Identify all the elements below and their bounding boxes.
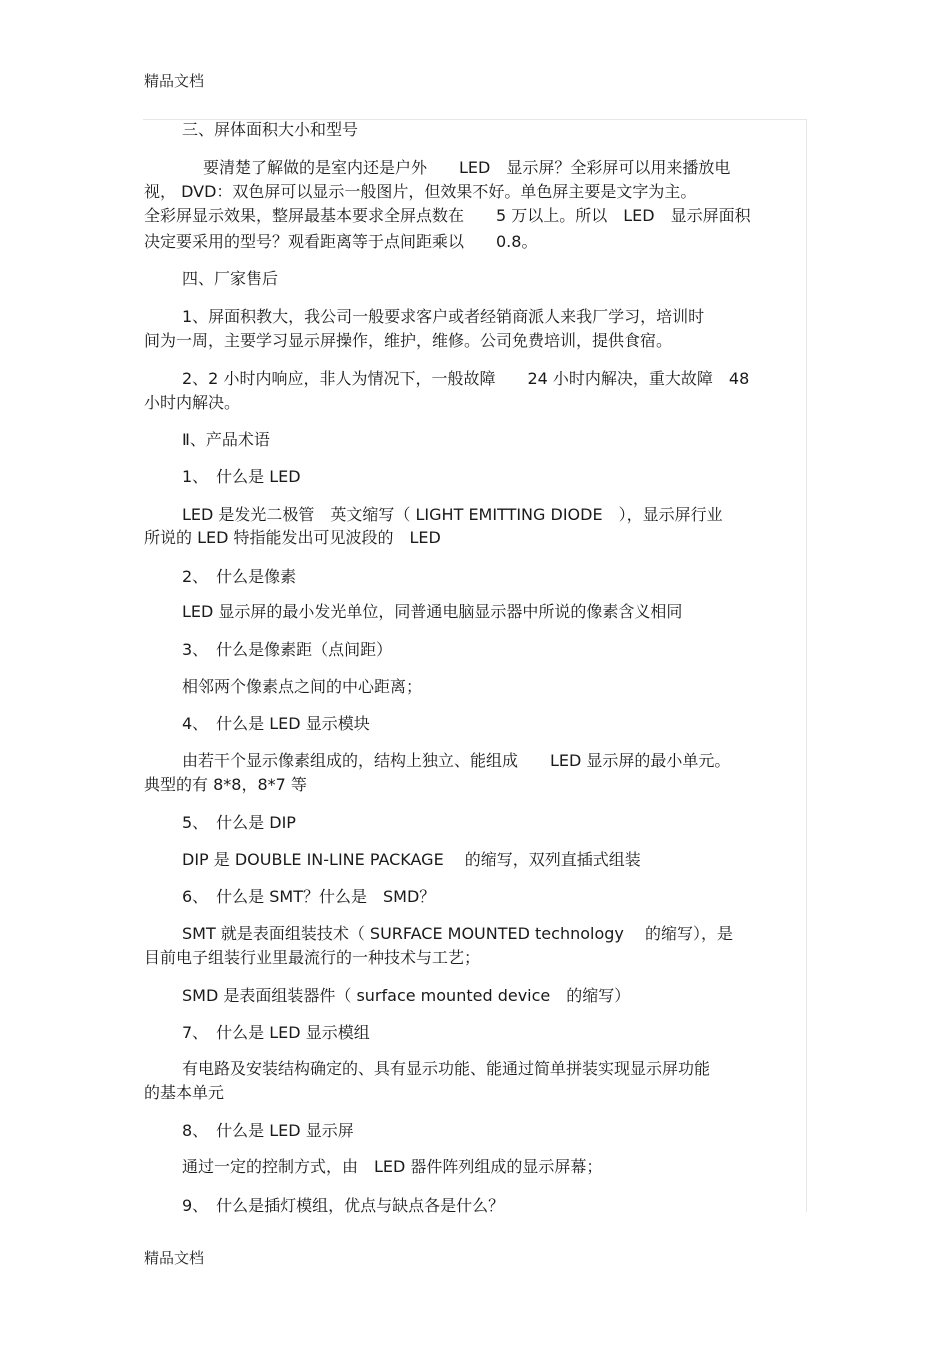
paragraph-line: 要清楚了解做的是室内还是户外 LED 显示屏？全彩屏可以用来播放电 — [203, 158, 731, 177]
paragraph-line: 的基本单元 — [144, 1083, 225, 1102]
paragraph-line: SMD 是表面组装器件（ surface mounted device 的缩写） — [182, 986, 631, 1005]
paragraph-line: 所说的 LED 特指能发出可见波段的 LED — [144, 528, 441, 547]
paragraph-line: 决定要采用的型号？观看距离等于点间距乘以 0.8。 — [144, 232, 538, 251]
term-heading: 3、 什么是像素距（点间距） — [182, 640, 393, 659]
paragraph-line: 视， DVD：双色屏可以显示一般图片，但效果不好。单色屏主要是文字为主。 — [144, 182, 697, 201]
paragraph-line: LED 是发光二极管 英文缩写（ LIGHT EMITTING DIODE ），显示屏行业 — [182, 505, 723, 524]
page-header: 精品文档 — [144, 72, 205, 90]
paragraph-line: DIP 是 DOUBLE IN-LINE PACKAGE 的缩写，双列直插式组装 — [182, 850, 641, 869]
paragraph-line: 间为一周，主要学习显示屏操作，维护，维修。公司免费培训，提供食宿。 — [144, 331, 673, 350]
term-heading: 4、 什么是 LED 显示模块 — [182, 714, 370, 733]
paragraph-line: 全彩屏显示效果，整屏最基本要求全屏点数在 5 万以上。所以 LED 显示屏面积 — [144, 206, 751, 225]
paragraph-line: 1、屏面积教大，我公司一般要求客户或者经销商派人来我厂学习，培训时 — [182, 307, 705, 326]
paragraph-line: 目前电子组装行业里最流行的一种技术与工艺； — [144, 948, 481, 967]
paragraph-line: 2、2 小时内响应，非人为情况下，一般故障 24 小时内解决，重大故障 48 — [182, 369, 750, 388]
term-heading: 7、 什么是 LED 显示模组 — [182, 1023, 370, 1042]
term-heading: 1、 什么是 LED — [182, 467, 301, 486]
term-heading: 8、 什么是 LED 显示屏 — [182, 1121, 354, 1140]
paragraph-line: 相邻两个像素点之间的中心距离； — [182, 677, 423, 696]
paragraph-line: 通过一定的控制方式，由 LED 器件阵列组成的显示屏幕； — [182, 1157, 603, 1176]
section-heading-size: 三、屏体面积大小和型号 — [182, 120, 359, 139]
paragraph-line: 小时内解决。 — [144, 393, 241, 412]
section-heading-service: 四、厂家售后 — [182, 269, 279, 288]
paragraph-line: 有电路及安装结构确定的、具有显示功能、能通过简单拼装实现显示屏功能 — [182, 1059, 711, 1078]
section-heading-terms: Ⅱ、产品术语 — [182, 430, 270, 449]
term-heading: 6、 什么是 SMT？什么是 SMD？ — [182, 887, 436, 906]
term-heading: 9、 什么是插灯模组，优点与缺点各是什么？ — [182, 1196, 505, 1215]
term-heading: 5、 什么是 DIP — [182, 813, 296, 832]
page-footer: 精品文档 — [144, 1249, 205, 1267]
term-heading: 2、 什么是像素 — [182, 567, 297, 586]
paragraph-line: LED 显示屏的最小发光单位，同普通电脑显示器中所说的像素含义相同 — [182, 602, 683, 621]
paragraph-line: 典型的有 8*8，8*7 等 — [144, 775, 307, 794]
paragraph-line: SMT 就是表面组装技术（ SURFACE MOUNTED technology 的缩写），是 — [182, 924, 733, 943]
paragraph-line: 由若干个显示像素组成的，结构上独立、能组成 LED 显示屏的最小单元。 — [182, 751, 731, 770]
